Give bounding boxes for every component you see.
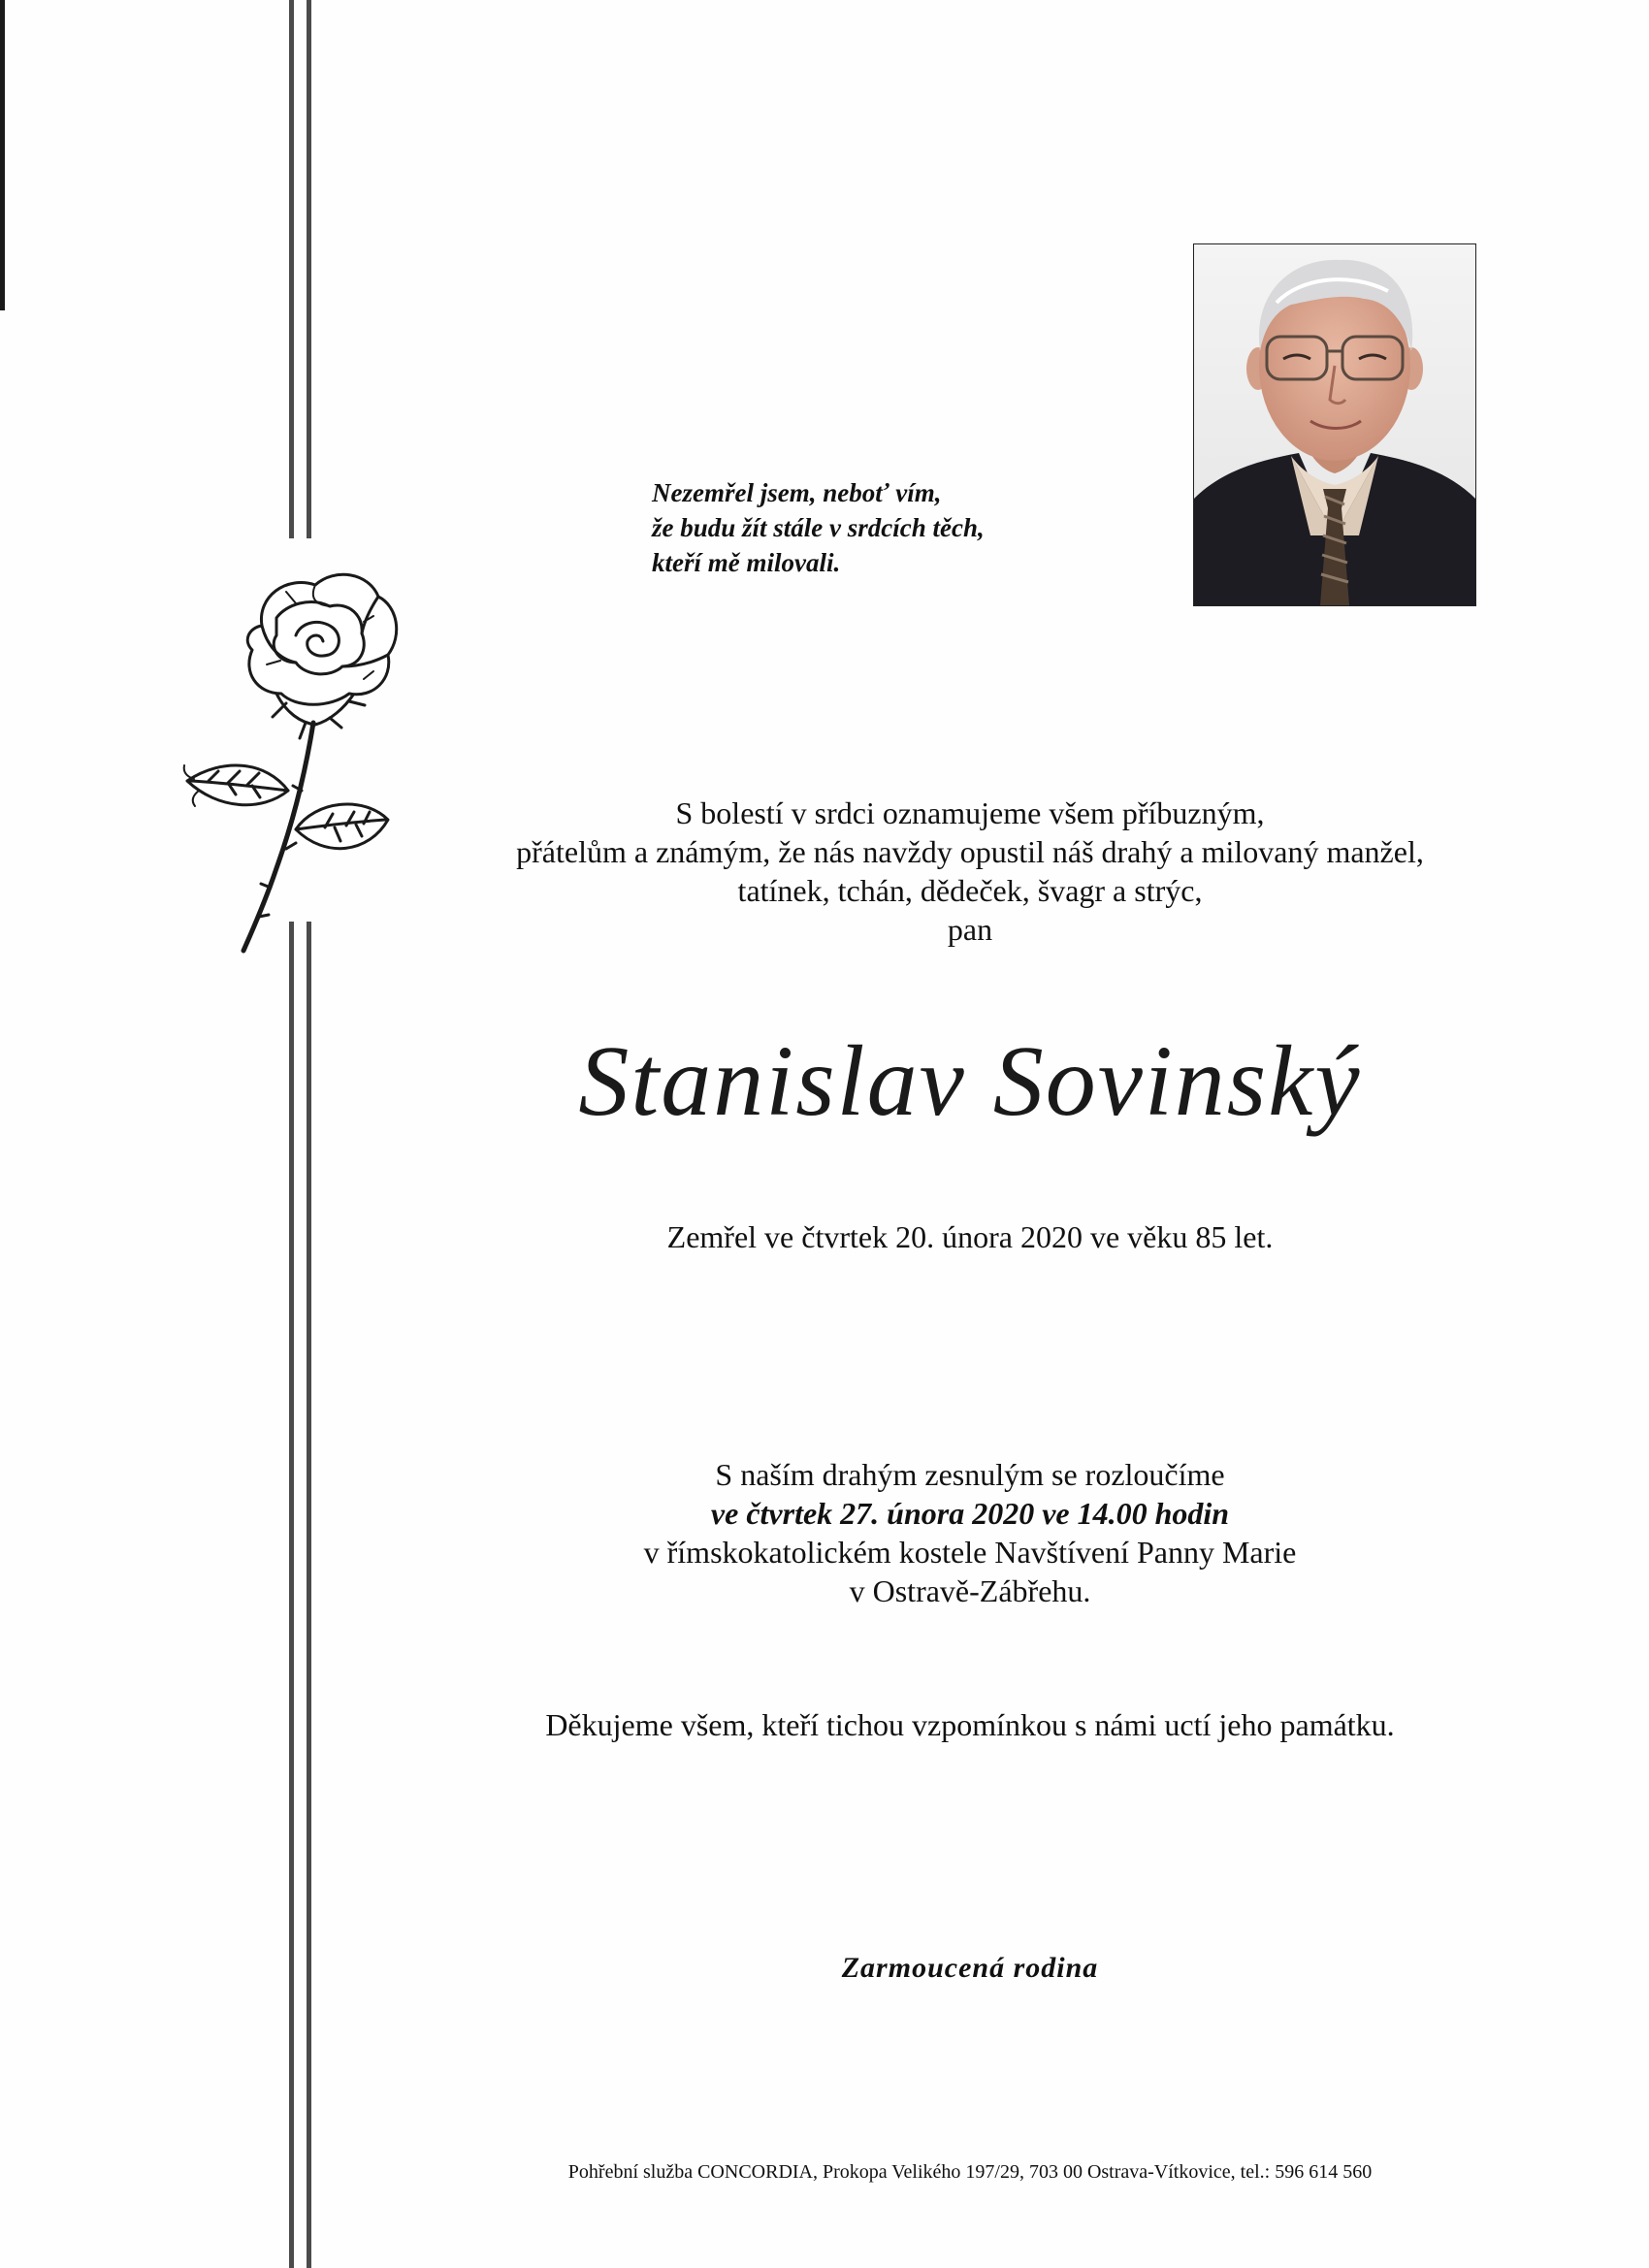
portrait-icon <box>1194 244 1475 605</box>
death-notice: Zemřel ve čtvrtek 20. února 2020 ve věku 85 let. <box>666 1219 1274 1254</box>
thanks-text: Děkujeme všem, kteří tichou vzpomínkou s námi uctí jeho památku. <box>545 1707 1395 1742</box>
motto-verse <box>652 475 1059 580</box>
announcement-text <box>320 794 1620 949</box>
farewell-info <box>320 1455 1620 1610</box>
announcement-line: S bolestí v srdci oznamujeme všem příbuzným, <box>675 795 1265 830</box>
deceased-name: Stanislav Sovinský <box>578 1025 1362 1137</box>
farewell-location: v římskokatolickém kostele Navštívení Panny Marie <box>643 1535 1297 1570</box>
scan-edge <box>0 0 5 310</box>
motto-line: Nezemřel jsem, neboť vím, <box>652 478 942 507</box>
motto-line: že budu žít stále v srdcích těch, <box>652 513 985 542</box>
announcement-line: tatínek, tchán, dědeček, švagr a strýc, <box>737 873 1203 908</box>
farewell-date: ve čtvrtek 27. února 2020 ve 14.00 hodin <box>710 1496 1230 1531</box>
funeral-service-footer: Pohřební služba CONCORDIA, Prokopa Velikého 197/29, 703 00 Ostrava-Vítkovice, tel.: 596 614 560 <box>567 2161 1373 2183</box>
border-line-left-top <box>289 0 294 538</box>
announcement-line: přátelům a známým, že nás navždy opustil náš drahý a milovaný manžel, <box>516 834 1424 869</box>
border-line-right-bottom <box>307 922 311 2268</box>
border-line-left-bottom <box>289 922 294 2268</box>
signature: Zarmoucená rodina <box>841 1952 1099 1984</box>
farewell-line: S naším drahým zesnulým se rozloučíme <box>715 1457 1225 1492</box>
portrait-photo <box>1193 243 1476 606</box>
motto-line: kteří mě milovali. <box>652 548 841 577</box>
border-line-right-top <box>307 0 311 538</box>
farewell-location: v Ostravě-Zábřehu. <box>849 1573 1091 1608</box>
announcement-line: pan <box>947 912 993 947</box>
